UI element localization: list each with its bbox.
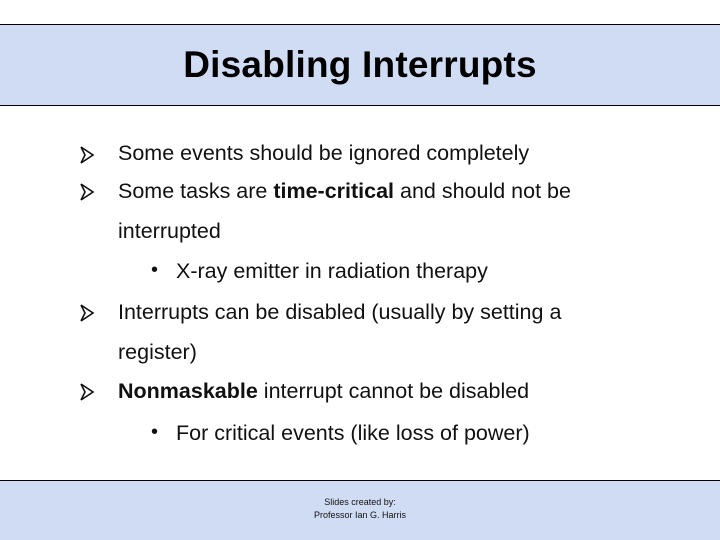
bullet-3-continuation: register) bbox=[118, 340, 197, 364]
bullet-2 bbox=[118, 179, 571, 204]
arrow-bullet-icon bbox=[79, 381, 95, 403]
dot-bullet-icon: • bbox=[151, 259, 159, 281]
footer-credit-line-1: Slides created by: bbox=[324, 497, 396, 507]
arrow-bullet-icon bbox=[79, 181, 95, 203]
bullet-4 bbox=[118, 379, 529, 404]
dot-bullet-icon: • bbox=[151, 421, 159, 443]
bullet-4-bold: Nonmaskable bbox=[118, 379, 258, 403]
arrow-bullet-icon bbox=[79, 144, 95, 166]
arrow-bullet-icon bbox=[79, 302, 95, 324]
footer-credit-line-2: Professor Ian G. Harris bbox=[313, 510, 407, 520]
bullet-4-sub-1: For critical events (like loss of power) bbox=[176, 421, 530, 445]
slide-title: Disabling Interrupts bbox=[183, 44, 537, 85]
bullet-4-post: interrupt cannot be disabled bbox=[257, 379, 530, 403]
bullet-1: Some events should be ignored completely bbox=[118, 141, 530, 165]
bullet-3: Interrupts can be disabled (usually by setting a bbox=[118, 300, 562, 324]
bullet-2-continuation: interrupted bbox=[118, 219, 221, 243]
title-bar bbox=[0, 24, 720, 106]
bullet-2-bold: time-critical bbox=[273, 179, 395, 203]
footer-bar bbox=[0, 480, 720, 540]
bullet-2-pre: Some tasks are bbox=[118, 179, 274, 203]
bullet-2-sub-1: X-ray emitter in radiation therapy bbox=[176, 259, 488, 283]
bullet-2-post: and should not be bbox=[394, 179, 571, 203]
